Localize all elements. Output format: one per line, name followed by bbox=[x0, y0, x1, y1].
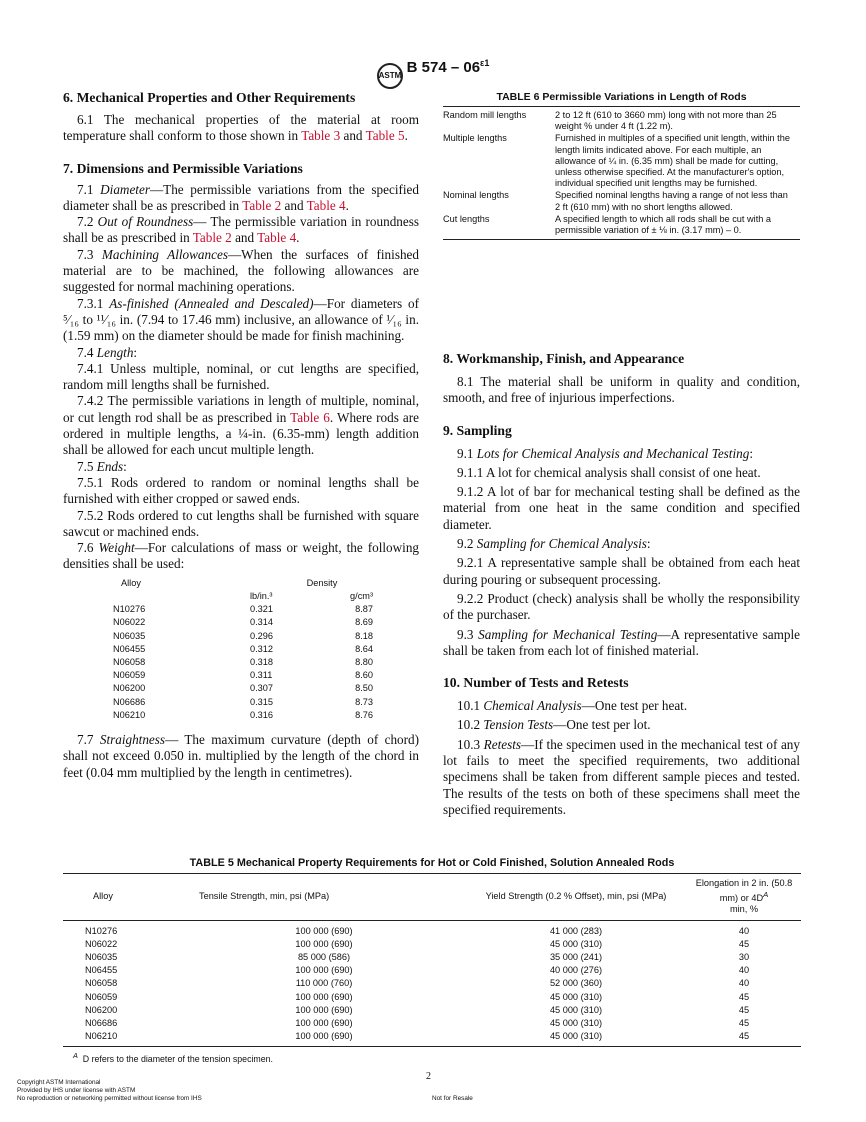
table-5-row bbox=[63, 1030, 801, 1043]
section-6-heading: 6. Mechanical Properties and Other Requirements bbox=[63, 90, 356, 105]
density-alloy: N06686 bbox=[113, 696, 146, 707]
density-lb: 0.315 bbox=[250, 696, 273, 707]
density-lb: 0.321 bbox=[250, 604, 273, 615]
density-alloy: N06455 bbox=[113, 643, 146, 654]
table-6-row bbox=[443, 214, 800, 237]
table-5-elongation: 45 bbox=[738, 1018, 750, 1029]
table-5-header-yield: Yield Strength (0.2 % Offset), min, psi (MPa) bbox=[485, 891, 667, 902]
table-6-title: TABLE 6 Permissible Variations in Length of Rods bbox=[443, 91, 800, 107]
table-5-alloy: N06058 bbox=[85, 978, 118, 989]
footer-resale: Not for Resale bbox=[432, 1095, 473, 1102]
table-6-label: Cut lengths bbox=[443, 213, 490, 224]
table-3-link[interactable]: Table 3 bbox=[301, 128, 341, 144]
density-row bbox=[63, 669, 393, 682]
table-2-link[interactable]: Table 2 bbox=[192, 230, 232, 246]
density-alloy: N06059 bbox=[113, 670, 146, 681]
table-6-row bbox=[443, 110, 800, 133]
para-10-3: 10.3 Retests—If the specimen used in the mechanical test of any lot fails to meet the specified requirements, two additional specimens shall be taken from different sample pieces and tested. The results of the tests on both of these specimens shall meet the specified requirements. bbox=[443, 736, 800, 817]
table-5-yield: 41 000 (283) bbox=[549, 925, 603, 936]
table-5-elongation: 40 bbox=[738, 965, 750, 976]
para-7-5-1: 7.5.1 Rods ordered to random or nominal lengths shall be furnished with either cropped or sawed ends. bbox=[63, 474, 419, 507]
para-9-2-1: 9.2.1 A representative sample shall be obtained from each heat during pouring or subsequent processing. bbox=[443, 555, 800, 587]
para-7-5-2: 7.5.2 Rods ordered to cut lengths shall be furnished with square sawcut or machined ends. bbox=[63, 507, 419, 539]
table-5-tensile: 100 000 (690) bbox=[295, 1004, 353, 1015]
table-5-tensile: 100 000 (690) bbox=[295, 938, 353, 949]
page-number: 2 bbox=[426, 1071, 431, 1082]
table-5 bbox=[63, 857, 801, 1063]
table-5-yield: 40 000 (276) bbox=[549, 965, 603, 976]
table-6 bbox=[443, 91, 800, 240]
table-5-row bbox=[63, 964, 801, 977]
table-5-alloy: N06455 bbox=[85, 965, 118, 976]
density-g: 8.80 bbox=[355, 656, 373, 667]
density-row bbox=[63, 656, 393, 669]
density-g: 8.87 bbox=[355, 604, 373, 615]
density-row bbox=[63, 630, 393, 643]
density-g: 8.76 bbox=[355, 709, 373, 720]
para-9-1-1: 9.1.1 A lot for chemical analysis shall consist of one heat. bbox=[457, 464, 761, 480]
page-header bbox=[0, 58, 866, 89]
table-5-tensile: 100 000 (690) bbox=[295, 925, 353, 936]
table-6-value: Furnished in multiples of a specified unit length, within the length limits indicated above. For each multiple, an allowance of ¼ in. (6.35 mm) shall be made for cutting, unless otherwise specified. At the manufacturer's option, individual specified unit lengths may be furnished. bbox=[555, 133, 790, 189]
footer-copyright: Copyright ASTM International Provided by IHS under license with ASTM No reproduction or networking permitted without license from IHS bbox=[17, 1079, 202, 1102]
table-5-elongation: 45 bbox=[738, 1031, 750, 1042]
density-alloy: N06035 bbox=[113, 630, 146, 641]
table-5-yield: 52 000 (360) bbox=[549, 978, 603, 989]
table-5-alloy: N06022 bbox=[85, 938, 118, 949]
density-alloy: N10276 bbox=[113, 604, 146, 615]
table-5-row bbox=[63, 1004, 801, 1017]
table-5-yield: 45 000 (310) bbox=[549, 1004, 603, 1015]
para-7-3-1: 7.3.1 As-finished (Annealed and Descaled)—For diameters of ⁵⁄₁₆ to ¹¹⁄₁₆ in. (7.94 to 17.46 mm) inclusive, an allowance of ¹⁄₁₆ in. (1.59 mm) on the diameter should be made for finish machining. bbox=[63, 295, 419, 344]
table-6-body bbox=[443, 110, 800, 237]
table-5-title: TABLE 5 Mechanical Property Requirements for Hot or Cold Finished, Solution Annealed Rods bbox=[189, 857, 675, 869]
para-7-4-2: 7.4.2 The permissible variations in length of multiple, nominal, or cut length rod shall be as prescribed in Table 6. Where rods are ordered in multiple lengths, a ¼-in. (6.35-mm) length addition shall be allowed for each uncut multiple length. bbox=[63, 393, 419, 458]
table-5-alloy: N06035 bbox=[85, 952, 118, 963]
density-lb: 0.307 bbox=[250, 683, 273, 694]
table-5-tensile: 85 000 (586) bbox=[297, 952, 351, 963]
table-5-row bbox=[63, 991, 801, 1004]
para-7-2: 7.2 Out of Roundness— The permissible variation in roundness shall be as prescribed in Table 2 and Table 4. bbox=[63, 214, 420, 246]
table-5-elongation: 40 bbox=[738, 925, 750, 936]
section-10-heading: 10. Number of Tests and Retests bbox=[443, 675, 629, 691]
table-6-label: Multiple lengths bbox=[443, 133, 507, 144]
density-row bbox=[63, 616, 393, 629]
table-5-elongation: 45 bbox=[738, 938, 750, 949]
para-9-1: 9.1 Lots for Chemical Analysis and Mechanical Testing: bbox=[457, 445, 753, 461]
density-row bbox=[63, 709, 393, 722]
table-5-alloy: N06059 bbox=[85, 991, 118, 1002]
table-5-grid bbox=[63, 873, 801, 1044]
density-alloy: N06022 bbox=[113, 617, 146, 628]
density-g: 8.73 bbox=[355, 696, 373, 707]
table-4-link[interactable]: Table 4 bbox=[257, 230, 297, 246]
table-6-link[interactable]: Table 6 bbox=[290, 409, 330, 425]
left-column bbox=[63, 90, 419, 781]
density-lb: 0.318 bbox=[250, 656, 273, 667]
table-5-tensile: 100 000 (690) bbox=[295, 991, 353, 1002]
para-6-1: 6.1 The mechanical properties of the material at room temperature shall conform to those shown in Table 3 and Table 5. bbox=[63, 112, 419, 144]
density-lb: 0.316 bbox=[250, 709, 273, 720]
table-6-value: 2 to 12 ft (610 to 3660 mm) long with not more than 25 weight % under 4 ft (1.22 m). bbox=[555, 110, 777, 132]
density-table bbox=[63, 577, 393, 722]
density-unit-g: g/cm³ bbox=[350, 590, 373, 601]
section-7-heading: 7. Dimensions and Permissible Variations bbox=[63, 160, 303, 176]
density-alloy: N06210 bbox=[113, 709, 146, 720]
density-alloy: N06200 bbox=[113, 683, 146, 694]
table-6-value: A specified length to which all rods shall be cut with a permissible variation of ± ⅛ in. (3.17 mm) – 0. bbox=[555, 213, 772, 236]
section-8-heading: 8. Workmanship, Finish, and Appearance bbox=[443, 351, 685, 366]
density-g: 8.69 bbox=[355, 617, 373, 628]
density-col-alloy: Alloy bbox=[121, 577, 141, 588]
table-5-alloy: N06686 bbox=[85, 1018, 118, 1029]
density-g: 8.50 bbox=[355, 683, 373, 694]
para-7-7: 7.7 Straightness— The maximum curvature (depth of chord) shall not exceed 0.050 in. multiplied by the length of the chord in feet (0.04 mm multiplied by the length in centimetres). bbox=[63, 731, 420, 780]
table-6-label: Nominal lengths bbox=[443, 190, 509, 201]
table-4-link[interactable]: Table 4 bbox=[306, 197, 346, 213]
density-row bbox=[63, 682, 393, 695]
para-7-4: 7.4 Length: bbox=[77, 344, 138, 360]
table-5-alloy: N06210 bbox=[85, 1031, 118, 1042]
density-g: 8.60 bbox=[355, 670, 373, 681]
table-5-row bbox=[63, 951, 801, 964]
table-5-yield: 45 000 (310) bbox=[549, 991, 603, 1002]
table-5-header-tensile: Tensile Strength, min, psi (MPa) bbox=[199, 891, 330, 902]
density-lb: 0.312 bbox=[250, 643, 273, 654]
para-7-1: 7.1 Diameter—The permissible variations from the specified diameter shall be as prescribed in Table 2 and Table 4. bbox=[63, 181, 420, 213]
table-5-footnote: $^A$ D refers to the diameter of the tension specimen. bbox=[63, 1046, 801, 1064]
para-9-1-2: 9.1.2 A lot of bar for mechanical testing shall be defined as the material from one heat in the same condition and specified diameter. bbox=[443, 484, 800, 532]
table-5-tensile: 100 000 (690) bbox=[295, 1018, 353, 1029]
density-row bbox=[63, 643, 393, 656]
table-5-yield: 45 000 (310) bbox=[549, 938, 603, 949]
table-6-label: Random mill lengths bbox=[443, 110, 527, 120]
density-row bbox=[63, 603, 393, 616]
table-5-elongation: 45 bbox=[738, 1004, 750, 1015]
para-7-6: 7.6 Weight—For calculations of mass or weight, the following densities shall be used: bbox=[63, 540, 420, 572]
section-9-heading: 9. Sampling bbox=[443, 422, 512, 438]
density-unit-lb: lb/in.³ bbox=[250, 590, 273, 601]
table-2-link[interactable]: Table 2 bbox=[242, 197, 282, 213]
table-5-elongation: 40 bbox=[738, 978, 750, 989]
density-lb: 0.296 bbox=[250, 630, 273, 641]
table-5-header-elongation: Elongation in 2 in. (50.8 mm) or $4D^A$ min, % bbox=[695, 878, 793, 915]
para-9-2: 9.2 Sampling for Chemical Analysis: bbox=[457, 536, 651, 552]
table-5-link[interactable]: Table 5 bbox=[365, 128, 405, 144]
table-5-yield: 45 000 (310) bbox=[549, 1018, 603, 1029]
para-7-3: 7.3 Machining Allowances—When the surfaces of finished material are to be machined, the following allowances are suggested for normal machining operations. bbox=[63, 246, 419, 295]
para-7-5: 7.5 Ends: bbox=[77, 458, 127, 474]
density-alloy: N06058 bbox=[113, 656, 146, 667]
table-5-yield: 45 000 (310) bbox=[549, 1031, 603, 1042]
table-5-alloy: N10276 bbox=[85, 925, 118, 936]
density-lb: 0.314 bbox=[250, 617, 273, 628]
table-5-yield: 35 000 (241) bbox=[549, 952, 603, 963]
table-5-elongation: 45 bbox=[738, 991, 750, 1002]
density-col-density: Density bbox=[306, 577, 338, 588]
table-5-tensile: 110 000 (760) bbox=[295, 978, 353, 989]
table-6-row bbox=[443, 190, 800, 213]
density-lb: 0.311 bbox=[250, 670, 273, 681]
density-g: 8.64 bbox=[355, 643, 373, 654]
density-row bbox=[63, 696, 393, 709]
table-5-alloy: N06200 bbox=[85, 1004, 118, 1015]
table-5-tensile: 100 000 (690) bbox=[295, 1031, 353, 1042]
table-6-value: Specified nominal lengths having a range of not less than 2 ft (610 mm) with no short lengths allowed. bbox=[555, 190, 788, 212]
para-7-4-1: 7.4.1 Unless multiple, nominal, or cut lengths are specified, random mill lengths shall be furnished. bbox=[63, 360, 419, 393]
para-9-3: 9.3 Sampling for Mechanical Testing—A representative sample shall be taken from each lot of finished material. bbox=[443, 626, 800, 658]
table-5-row bbox=[63, 938, 801, 951]
table-5-row bbox=[63, 1017, 801, 1030]
para-8-1: 8.1 The material shall be uniform in quality and condition, smooth, and free of injurious imperfections. bbox=[443, 374, 800, 406]
para-9-2-2: 9.2.2 Product (check) analysis shall be wholly the responsibility of the purchaser. bbox=[443, 590, 800, 623]
astm-logo: ASTM bbox=[377, 63, 403, 89]
table-6-row bbox=[443, 133, 800, 190]
table-5-tensile: 100 000 (690) bbox=[295, 965, 353, 976]
para-10-1: 10.1 Chemical Analysis—One test per heat. bbox=[457, 698, 688, 714]
table-5-row bbox=[63, 920, 801, 938]
density-g: 8.18 bbox=[355, 630, 373, 641]
table-5-elongation: 30 bbox=[738, 952, 750, 963]
table-5-row bbox=[63, 977, 801, 990]
table-5-header-alloy: Alloy bbox=[93, 891, 113, 902]
designation: B $574 - 06^{\varepsilon 1}$ bbox=[406, 58, 490, 76]
para-10-2: 10.2 Tension Tests—One test per lot. bbox=[457, 717, 651, 733]
right-column bbox=[443, 351, 800, 818]
